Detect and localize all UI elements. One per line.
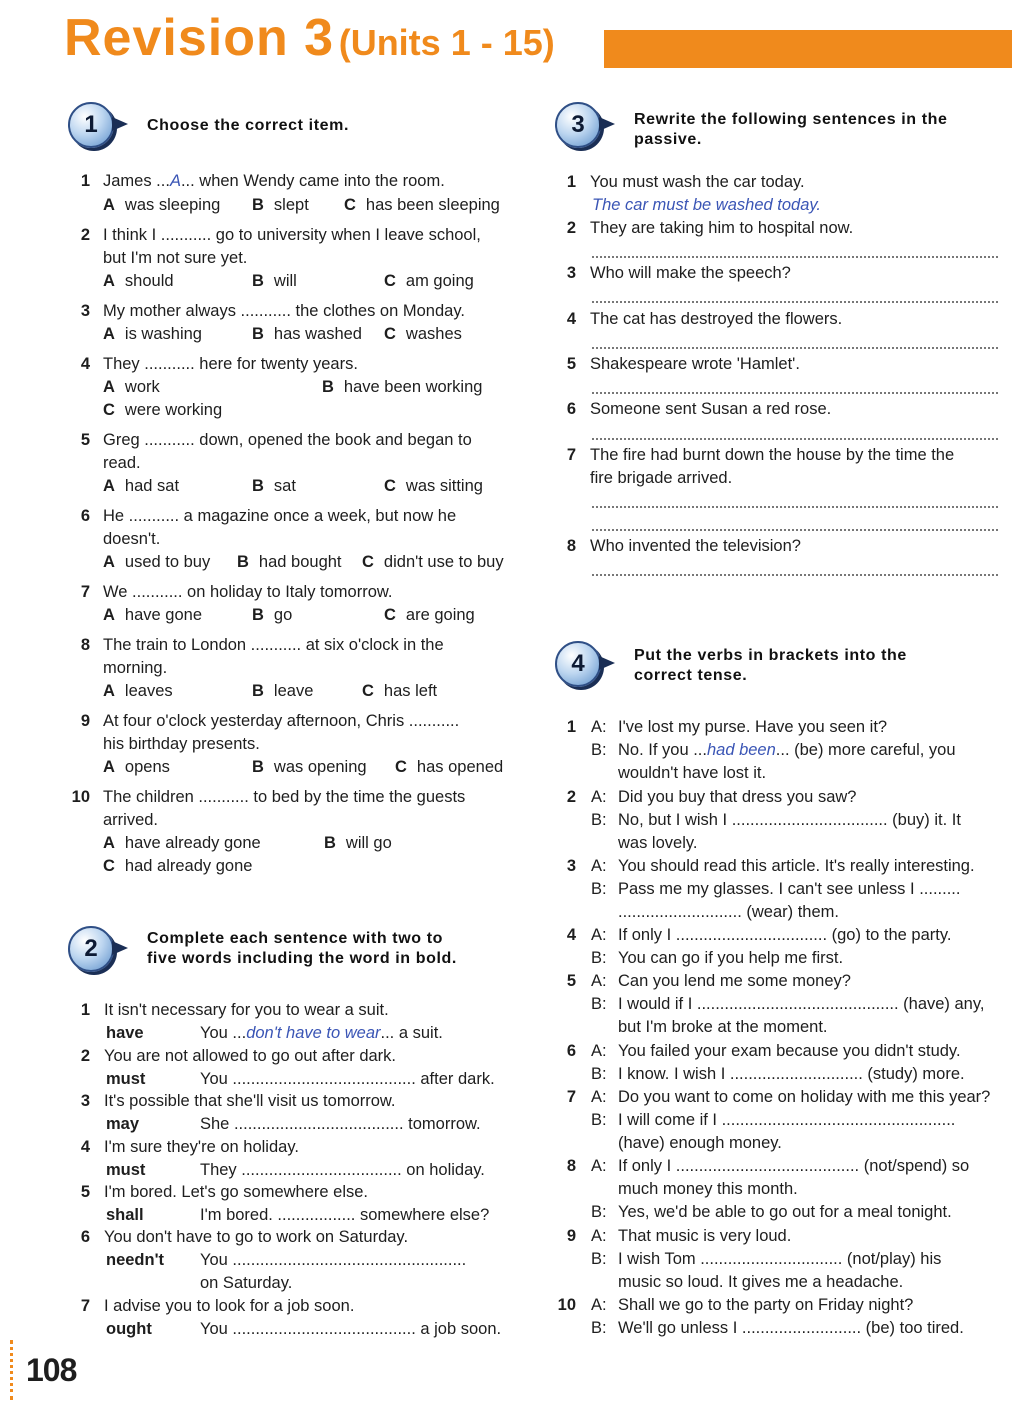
answer-option-a — [103, 325, 202, 344]
page-title: Revision 3 (Units 1 - 15) — [64, 9, 555, 67]
item-number: 2 — [566, 788, 576, 806]
speaker-b-line-continued: music so loud. It gives me a headache. — [618, 1273, 904, 1291]
option-letter: B — [237, 553, 249, 571]
item-number: 3 — [80, 1092, 90, 1110]
speaker-a-label: A: — [591, 1227, 607, 1245]
source-sentence: It isn't necessary for you to wear a suit. — [104, 1001, 389, 1019]
source-sentence: I'm sure they're on holiday. — [104, 1138, 299, 1156]
item-number: 5 — [566, 972, 576, 990]
option-text: have already gone — [124, 834, 261, 852]
question-text-continued: doesn't. — [103, 530, 161, 548]
speaker-a-label: A: — [591, 926, 607, 944]
title-accent-bar — [604, 30, 1012, 68]
source-sentence: You don't have to go to work on Saturday. — [104, 1228, 409, 1246]
speaker-b-label: B: — [591, 995, 607, 1013]
item-number: 1 — [80, 1001, 90, 1019]
speaker-b-line-continued: (have) enough money. — [618, 1134, 782, 1152]
question-text-continued: read. — [103, 454, 141, 472]
option-letter: C — [362, 553, 374, 571]
answer-option-c — [384, 272, 474, 291]
speaker-b-label: B: — [591, 1250, 607, 1268]
option-letter: C — [103, 401, 115, 419]
item-number: 3 — [566, 857, 576, 875]
gap-sentence-part: They ................................... on holiday. — [200, 1161, 485, 1179]
sentence-to-rewrite: Someone sent Susan a red rose. — [590, 400, 832, 418]
speaker-b-label: B: — [591, 949, 607, 967]
exercise-3-badge: 3 — [555, 102, 601, 148]
answer-option-c — [384, 477, 483, 496]
handwritten-answer: A — [169, 172, 181, 190]
page-edge-dots — [10, 1340, 13, 1400]
speaker-a-label: A: — [591, 1042, 607, 1060]
speaker-a-line: You should read this article. It's really interesting. — [618, 857, 975, 875]
answer-option-b — [322, 378, 482, 397]
answer-option-c — [362, 553, 504, 572]
page-number: 108 — [26, 1352, 77, 1388]
speaker-b-label: B: — [591, 811, 607, 829]
option-text: didn't use to buy — [383, 553, 504, 571]
answer-option-c — [103, 857, 252, 876]
speaker-b-line-continued: ........................... (wear) them. — [618, 903, 839, 921]
gap-sentence-part: You ........................................ after dark. — [200, 1070, 495, 1088]
gap-sentence-part: You ................................................... — [200, 1251, 467, 1269]
exercise-1-instruction: Choose the correct item. — [147, 117, 350, 134]
option-text: was sitting — [405, 477, 483, 495]
speaker-b-line-continued: but I'm broke at the moment. — [618, 1018, 828, 1036]
item-number: 6 — [566, 1042, 576, 1060]
question-text: He ........... a magazine once a week, but now he — [103, 507, 457, 525]
item-number: 1 — [566, 718, 576, 736]
option-letter: A — [103, 682, 115, 700]
speaker-b-line: I know. I wish I ............................. (study) more. — [618, 1065, 965, 1083]
option-letter: A — [103, 325, 115, 343]
option-letter: C — [362, 682, 374, 700]
question-text: I think I ........... go to university when I leave school, — [103, 226, 481, 244]
question-text: The children ........... to bed by the time the guests — [103, 788, 466, 806]
gap-sentence-part: I'm bored. ................. somewhere else? — [200, 1206, 490, 1224]
speaker-b-label: B: — [591, 1111, 607, 1129]
speaker-b-line-part: No. If you ... — [618, 741, 707, 759]
answer-dotted-line — [592, 345, 998, 349]
question-text: They ........... here for twenty years. — [103, 355, 358, 373]
source-sentence: I'm bored. Let's go somewhere else. — [104, 1183, 369, 1201]
answer-option-a — [103, 378, 160, 397]
option-text: washes — [405, 325, 462, 343]
answer-option-b — [252, 325, 362, 344]
answer-dotted-line — [592, 254, 998, 258]
option-text: was opening — [273, 758, 367, 776]
item-number: 9 — [80, 712, 90, 730]
speaker-b-line: Pass me my glasses. I can't see unless I ......... — [618, 880, 961, 898]
speaker-a-line: Can you lend me some money? — [618, 972, 851, 990]
speaker-b-line: We'll go unless I .......................... (be) too tired. — [618, 1319, 964, 1337]
badge-tail-icon — [112, 941, 128, 955]
speaker-b-label: B: — [591, 880, 607, 898]
speaker-b-label: B: — [591, 1319, 607, 1337]
question-text: Greg ........... down, opened the book and began to — [103, 431, 472, 449]
question-text: At four o'clock yesterday afternoon, Chris ........... — [103, 712, 460, 730]
speaker-a-label: A: — [591, 1157, 607, 1175]
option-letter: C — [395, 758, 407, 776]
badge-tail-icon — [599, 656, 615, 670]
answer-option-b — [252, 272, 297, 291]
badge-tail-icon — [112, 117, 128, 131]
key-word: shall — [106, 1206, 144, 1224]
answer-option-c — [384, 606, 475, 625]
option-text: leave — [273, 682, 314, 700]
answer-option-b — [252, 196, 309, 215]
option-text: had bought — [258, 553, 342, 571]
exercise-2-instruction: Complete each sentence with two to five words including the word in bold. — [147, 930, 457, 967]
item-number: 10 — [71, 788, 90, 806]
speaker-a-line: I've lost my purse. Have you seen it? — [618, 718, 888, 736]
answer-option-a — [103, 758, 170, 777]
speaker-a-label: A: — [591, 1088, 607, 1106]
item-number: 4 — [566, 926, 576, 944]
answer-option-a — [103, 834, 261, 853]
question-text: My mother always ........... the clothes on Monday. — [103, 302, 465, 320]
item-number: 3 — [566, 264, 576, 282]
key-word: must — [106, 1161, 146, 1179]
gap-sentence-part: ... a suit. — [380, 1024, 443, 1042]
item-number: 2 — [566, 219, 576, 237]
speaker-a-line: If only I ........................................ (not/spend) so — [618, 1157, 970, 1175]
sentence-to-rewrite: You must wash the car today. — [590, 173, 805, 191]
item-number: 1 — [566, 173, 576, 191]
option-text: has washed — [273, 325, 362, 343]
option-letter: C — [384, 477, 396, 495]
item-number: 5 — [80, 431, 90, 449]
sentence-to-rewrite: Shakespeare wrote 'Hamlet'. — [590, 355, 800, 373]
answer-option-c — [384, 325, 462, 344]
answer-option-a — [103, 272, 174, 291]
speaker-b-line: You can go if you help me first. — [618, 949, 844, 967]
question-text — [103, 172, 445, 191]
speaker-b-line: I would if I ............................................ (have) any, — [618, 995, 985, 1013]
option-text: had already gone — [124, 857, 253, 875]
option-letter: C — [384, 606, 396, 624]
speaker-a-label: A: — [591, 1296, 607, 1314]
option-letter: A — [103, 196, 115, 214]
speaker-a-line: Do you want to come on holiday with me this year? — [618, 1088, 991, 1106]
speaker-a-label: A: — [591, 857, 607, 875]
option-text: are going — [405, 606, 475, 624]
option-text: is washing — [124, 325, 202, 343]
option-letter: A — [103, 272, 115, 290]
option-text: has left — [383, 682, 438, 700]
question-text-continued: his birthday presents. — [103, 735, 260, 753]
answer-dotted-line — [592, 572, 998, 576]
answer-option-b — [252, 606, 292, 625]
speaker-b-label: B: — [591, 741, 607, 759]
answer-dotted-line — [592, 504, 998, 508]
option-text: sat — [273, 477, 296, 495]
gap-sentence-continued: on Saturday. — [200, 1274, 293, 1292]
answer-option-c — [395, 758, 503, 777]
speaker-a-label: A: — [591, 972, 607, 990]
item-number: 2 — [80, 226, 90, 244]
speaker-a-line: Did you buy that dress you saw? — [618, 788, 857, 806]
option-letter: C — [384, 272, 396, 290]
option-letter: B — [324, 834, 336, 852]
option-letter: A — [103, 477, 115, 495]
key-word: have — [106, 1024, 144, 1042]
sentence-to-rewrite: The cat has destroyed the flowers. — [590, 310, 843, 328]
question-text-continued: but I'm not sure yet. — [103, 249, 248, 267]
option-text: slept — [273, 196, 309, 214]
answer-dotted-line — [592, 436, 998, 440]
gap-sentence — [200, 1320, 501, 1339]
option-letter: B — [322, 378, 334, 396]
speaker-a-line: That music is very loud. — [618, 1227, 792, 1245]
option-text: leaves — [124, 682, 173, 700]
speaker-b-line-part: ... (be) more careful, you — [775, 741, 956, 759]
gap-sentence — [200, 1161, 485, 1180]
item-number: 7 — [566, 446, 576, 464]
handwritten-answer: don't have to wear — [246, 1024, 381, 1042]
speaker-b-label: B: — [591, 1065, 607, 1083]
item-number: 6 — [566, 400, 576, 418]
answer-option-a — [103, 477, 179, 496]
option-text: has been sleeping — [365, 196, 500, 214]
source-sentence: You are not allowed to go out after dark. — [104, 1047, 397, 1065]
item-number: 8 — [566, 537, 576, 555]
answer-option-c — [344, 196, 500, 215]
item-number: 2 — [80, 1047, 90, 1065]
item-number: 7 — [566, 1088, 576, 1106]
item-number: 1 — [80, 172, 90, 190]
sentence-to-rewrite: They are taking him to hospital now. — [590, 219, 854, 237]
item-number: 9 — [566, 1227, 576, 1245]
gap-sentence-part: She ..................................... tomorrow. — [200, 1115, 481, 1133]
question-text: The train to London ........... at six o'clock in the — [103, 636, 444, 654]
sentence-to-rewrite: The fire had burnt down the house by the time the — [590, 446, 955, 464]
option-text: opens — [124, 758, 170, 776]
exercise-1-badge: 1 — [68, 102, 114, 148]
answer-option-a — [103, 553, 210, 572]
option-text: have gone — [124, 606, 202, 624]
item-number: 7 — [80, 1297, 90, 1315]
answer-option-b — [252, 477, 296, 496]
answer-option-b — [237, 553, 342, 572]
item-number: 8 — [566, 1157, 576, 1175]
gap-sentence — [200, 1115, 481, 1134]
source-sentence: I advise you to look for a job soon. — [104, 1297, 355, 1315]
answer-option-a — [103, 682, 173, 701]
option-text: work — [124, 378, 160, 396]
item-number: 7 — [80, 583, 90, 601]
option-letter: B — [252, 272, 264, 290]
option-text: have been working — [343, 378, 483, 396]
answer-dotted-line — [592, 527, 998, 531]
speaker-a-line-continued: much money this month. — [618, 1180, 798, 1198]
speaker-b-line — [618, 741, 956, 760]
question-text-continued: arrived. — [103, 811, 159, 829]
speaker-b-line-continued: was lovely. — [618, 834, 698, 852]
item-number: 8 — [80, 636, 90, 654]
option-letter: B — [252, 682, 264, 700]
speaker-b-line-continued: wouldn't have lost it. — [618, 764, 767, 782]
sentence-to-rewrite-continued: fire brigade arrived. — [590, 469, 733, 487]
handwritten-answer: The car must be washed today. — [592, 196, 821, 214]
gap-sentence — [200, 1070, 495, 1089]
gap-sentence-part: You ... — [200, 1024, 247, 1042]
option-text: used to buy — [124, 553, 211, 571]
exercise-3-instruction: Rewrite the following sentences in the passive. — [634, 111, 948, 148]
option-letter: B — [252, 758, 264, 776]
option-letter: C — [103, 857, 115, 875]
option-letter: B — [252, 325, 264, 343]
speaker-a-line: You failed your exam because you didn't study. — [618, 1042, 961, 1060]
option-letter: A — [103, 553, 115, 571]
option-letter: A — [103, 606, 115, 624]
gap-sentence-part: You ........................................ a job soon. — [200, 1320, 502, 1338]
option-text: had sat — [124, 477, 180, 495]
item-number: 4 — [80, 1138, 90, 1156]
speaker-a-label: A: — [591, 718, 607, 736]
speaker-b-line: No, but I wish I .................................. (buy) it. It — [618, 811, 961, 829]
question-text-part: James ... — [103, 172, 170, 190]
item-number: 5 — [80, 1183, 90, 1201]
gap-sentence — [200, 1024, 443, 1043]
exercise-2-badge: 2 — [68, 926, 114, 972]
speaker-b-line: I will come if I ................................................... — [618, 1111, 956, 1129]
option-letter: C — [344, 196, 356, 214]
answer-option-a — [103, 606, 202, 625]
answer-option-c — [362, 682, 437, 701]
item-number: 5 — [566, 355, 576, 373]
key-word: needn't — [106, 1251, 165, 1269]
item-number: 4 — [566, 310, 576, 328]
option-letter: A — [103, 834, 115, 852]
answer-option-b — [324, 834, 392, 853]
exercise-4-badge: 4 — [555, 641, 601, 687]
item-number: 6 — [80, 1228, 90, 1246]
question-text-part: ... when Wendy came into the room. — [180, 172, 445, 190]
source-sentence: It's possible that she'll visit us tomorrow. — [104, 1092, 396, 1110]
option-text: should — [124, 272, 174, 290]
option-text: will go — [345, 834, 392, 852]
key-word: may — [106, 1115, 140, 1133]
option-text: were working — [124, 401, 223, 419]
question-text-continued: morning. — [103, 659, 168, 677]
option-letter: B — [252, 196, 264, 214]
item-number: 4 — [80, 355, 90, 373]
question-text: We ........... on holiday to Italy tomorrow. — [103, 583, 393, 601]
gap-sentence — [200, 1251, 466, 1270]
speaker-b-line: I wish Tom ............................... (not/play) his — [618, 1250, 942, 1268]
gap-sentence — [200, 1206, 489, 1225]
answer-dotted-line — [592, 299, 998, 303]
option-text: will — [273, 272, 297, 290]
answer-option-a — [103, 196, 220, 215]
handwritten-answer: had been — [706, 741, 776, 759]
badge-tail-icon — [599, 117, 615, 131]
key-word: ought — [106, 1320, 152, 1338]
sentence-to-rewrite: Who invented the television? — [590, 537, 801, 555]
option-text: am going — [405, 272, 474, 290]
item-number: 10 — [557, 1296, 576, 1314]
key-word: must — [106, 1070, 146, 1088]
answer-option-c — [103, 401, 222, 420]
speaker-a-label: A: — [591, 788, 607, 806]
answer-option-b — [252, 758, 367, 777]
item-number: 6 — [80, 507, 90, 525]
option-letter: C — [384, 325, 396, 343]
speaker-b-line: Yes, we'd be able to go out for a meal tonight. — [618, 1203, 952, 1221]
option-letter: A — [103, 758, 115, 776]
option-text: go — [273, 606, 293, 624]
speaker-a-line: If only I ................................. (go) to the party. — [618, 926, 952, 944]
answer-dotted-line — [592, 390, 998, 394]
option-letter: B — [252, 606, 264, 624]
sentence-to-rewrite: Who will make the speech? — [590, 264, 791, 282]
option-text: was sleeping — [124, 196, 221, 214]
answer-option-b — [252, 682, 313, 701]
option-letter: A — [103, 378, 115, 396]
speaker-b-label: B: — [591, 1203, 607, 1221]
option-letter: B — [252, 477, 264, 495]
speaker-a-line: Shall we go to the party on Friday night? — [618, 1296, 914, 1314]
option-text: has opened — [416, 758, 504, 776]
item-number: 3 — [80, 302, 90, 320]
exercise-4-instruction: Put the verbs in brackets into the correct tense. — [634, 647, 907, 684]
